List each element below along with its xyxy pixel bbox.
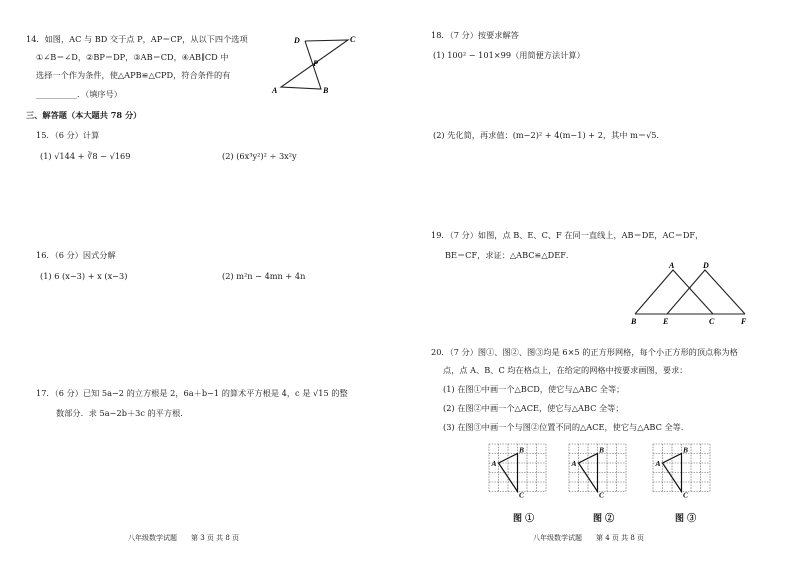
q18-title: 18．（7 分）按要求解答 xyxy=(431,30,519,40)
grid-caption-3: 图 ③ xyxy=(675,514,697,524)
grid-label-c: C xyxy=(519,490,525,500)
q14-label-b: B xyxy=(323,86,329,95)
q20-req2: (2) 在图②中画一个△ACE，使它与△ABC 全等； xyxy=(443,403,624,413)
q20-req3: (3) 在图③中画一个与图②位置不同的△ACE，使它与△ABC 全等． xyxy=(443,422,690,432)
q18-part2: (2) 先化简，再求值：(m−2)² + 4(m−1) + 2，其中 m＝√5． xyxy=(433,130,665,140)
q14-label-p: P xyxy=(313,59,318,68)
q14-line2: ①∠B＝∠D，②BP＝DP，③AB＝CD，④AB∥CD 中 xyxy=(36,52,229,62)
q14-line4: __________．（填序号） xyxy=(36,89,122,99)
q17-line1: 17．（6 分）已知 5a−2 的立方根是 2，6a＋b−1 的算术平方根是 4，c 是 √15 的整 xyxy=(36,388,348,398)
q14-label-a: A xyxy=(272,86,278,95)
grid-label-c: C xyxy=(683,490,689,500)
grid-label-b: B xyxy=(683,445,689,455)
q14-label-d: D xyxy=(294,36,300,45)
q19-label-e: E xyxy=(663,317,669,326)
q16-part1: (1) 6 (x−3) + x (x−3) xyxy=(40,271,128,281)
section3-heading: 三、解答题（本大题共 78 分） xyxy=(26,110,142,120)
page3-footer: 八年级数学试题 第 3 页 共 8 页 xyxy=(128,534,240,542)
q14-line3: 选择一个作为条件，使△APB≌△CPD，符合条件的有 xyxy=(36,70,231,80)
q18-part1: (1) 100² − 101×99（用简便方法计算） xyxy=(433,50,585,60)
grid-label-a: A xyxy=(491,459,497,468)
q19-figure xyxy=(627,260,752,326)
q14-line1: 14．如图，AC 与 BD 交于点 P，AP＝CP，从以下四个选项 xyxy=(26,34,248,44)
grid-caption-1: 图 ① xyxy=(513,514,535,524)
q19-label-f: F xyxy=(741,317,747,326)
grid-figure-2 xyxy=(565,440,635,500)
q19-label-a: A xyxy=(669,261,675,270)
q20-req1: (1) 在图①中画一个△BCD，使它与△ABC 全等； xyxy=(443,384,625,394)
q16-title: 16．（6 分）因式分解 xyxy=(36,250,116,260)
q19-line2: BE＝CF，求证：△ABC≌△DEF． xyxy=(445,250,575,260)
grid-figure-1 xyxy=(485,440,555,500)
grid-label-b: B xyxy=(519,445,525,455)
exam-page-4 xyxy=(397,0,794,561)
q20-line1: 20．（7 分）图①、图②、图③均是 6×5 的正方形网格，每个小正方形的顶点称为格 xyxy=(431,347,738,357)
q15-title: 15．（6 分）计算 xyxy=(36,130,100,140)
q19-label-d: D xyxy=(703,261,709,270)
q19-label-c: C xyxy=(709,317,715,326)
grid-label-a: A xyxy=(655,459,661,468)
q19-line1: 19．（7 分）如图，点 B、E、C、F 在同一直线上，AB＝DE，AC＝DF， xyxy=(431,230,704,240)
grid-label-a: A xyxy=(571,459,577,468)
q14-label-c: C xyxy=(350,35,356,44)
page4-footer: 八年级数学试题 第 4 页 共 8 页 xyxy=(533,534,645,542)
grid-label-c: C xyxy=(599,490,605,500)
grid-label-b: B xyxy=(599,445,605,455)
q15-part2: (2) (6x³y²)² ÷ 3x²y xyxy=(222,151,297,161)
q16-part2: (2) m²n − 4mn + 4n xyxy=(222,271,306,281)
q19-label-b: B xyxy=(631,317,637,326)
grid-figure-3 xyxy=(649,440,719,500)
q14-figure xyxy=(268,30,363,96)
q17-line2: 数部分．求 5a−2b＋3c 的平方根． xyxy=(56,408,189,418)
q15-part1: (1) √144 + ∛8 − √169 xyxy=(40,151,131,161)
grid-caption-2: 图 ② xyxy=(593,514,615,524)
q20-line2: 点，点 A、B、C 均在格点上，在给定的网格中按要求画图，要求： xyxy=(443,365,688,375)
